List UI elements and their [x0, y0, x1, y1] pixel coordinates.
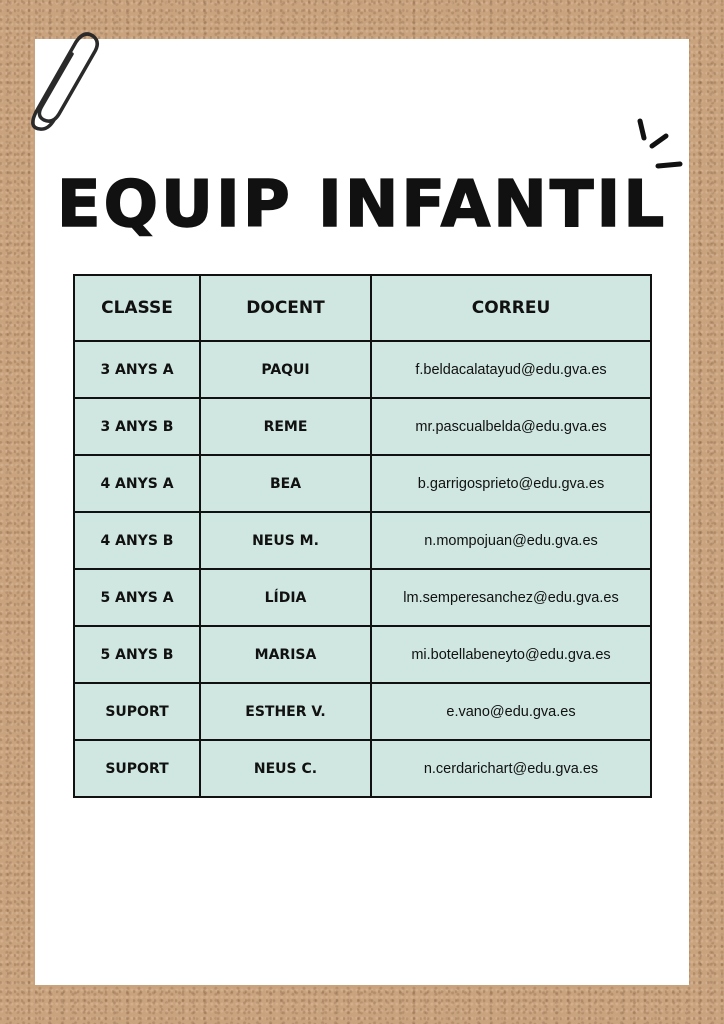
- email-cell: mi.botellabeneyto@edu.gva.es: [371, 626, 651, 683]
- table-row: [74, 341, 651, 398]
- class-cell: 3 ANYS A: [74, 341, 200, 398]
- table-row: [74, 512, 651, 569]
- email-cell: n.cerdarichart@edu.gva.es: [371, 740, 651, 797]
- teacher-cell: NEUS M.: [200, 512, 371, 569]
- email-cell: f.beldacalatayud@edu.gva.es: [371, 341, 651, 398]
- email-cell: mr.pascualbelda@edu.gva.es: [371, 398, 651, 455]
- teacher-cell: MARISA: [200, 626, 371, 683]
- table-row: [74, 455, 651, 512]
- teacher-cell: NEUS C.: [200, 740, 371, 797]
- class-cell: SUPORT: [74, 740, 200, 797]
- email-cell: b.garrigosprieto@edu.gva.es: [371, 455, 651, 512]
- table-row: [74, 683, 651, 740]
- email-cell: lm.semperesanchez@edu.gva.es: [371, 569, 651, 626]
- email-cell: n.mompojuan@edu.gva.es: [371, 512, 651, 569]
- table-row: [74, 398, 651, 455]
- teacher-cell: BEA: [200, 455, 371, 512]
- teacher-cell: REME: [200, 398, 371, 455]
- teacher-cell: ESTHER V.: [200, 683, 371, 740]
- class-cell: 5 ANYS A: [74, 569, 200, 626]
- class-cell: 3 ANYS B: [74, 398, 200, 455]
- email-cell: e.vano@edu.gva.es: [371, 683, 651, 740]
- class-cell: 4 ANYS B: [74, 512, 200, 569]
- page-title: EQUIP INFANTIL: [56, 168, 668, 242]
- table-row: [74, 569, 651, 626]
- header-correu: CORREU: [371, 275, 651, 341]
- header-docent: DOCENT: [200, 275, 371, 341]
- table-row: [74, 626, 651, 683]
- class-cell: SUPORT: [74, 683, 200, 740]
- teacher-cell: LÍDIA: [200, 569, 371, 626]
- class-cell: 4 ANYS A: [74, 455, 200, 512]
- teacher-cell: PAQUI: [200, 341, 371, 398]
- table-row: [74, 740, 651, 797]
- staff-table: [73, 274, 652, 798]
- class-cell: 5 ANYS B: [74, 626, 200, 683]
- paperclip-icon: [22, 26, 102, 132]
- header-classe: CLASSE: [74, 275, 200, 341]
- table-header-row: [74, 275, 651, 341]
